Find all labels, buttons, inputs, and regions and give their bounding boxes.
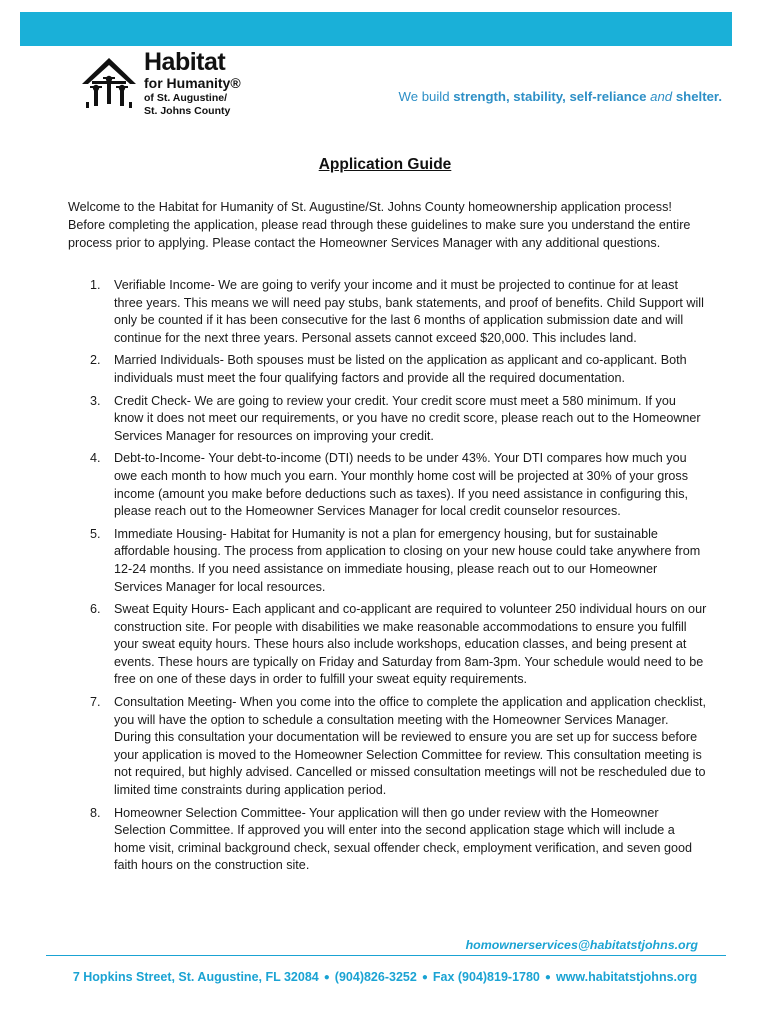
tagline-bold-values: strength, stability, self-reliance [453,89,647,104]
bullet-icon: ● [323,972,330,983]
footer-website-link[interactable]: www.habitatstjohns.org [555,970,698,984]
logo-for-humanity: for Humanity® [144,75,241,91]
list-item-number: 1. [90,278,101,292]
tagline-shelter: shelter. [675,89,722,104]
list-item [68,526,708,596]
intro-paragraph: Welcome to the Habitat for Humanity of St. Augustine/St. Johns County homeownership application process! Before completing the application, please read through these guidelines to make sure you understand the entire process prior to applying. Please contact the Homeowner Services Manager with any additional questions. [68,200,691,250]
list-item-number: 8. [90,805,101,820]
list-item-number: 7. [90,695,101,710]
list-item [68,352,708,387]
bullet-icon: ● [421,972,428,983]
list-item [68,277,708,347]
habitat-logo [80,50,260,130]
list-item-text: Homeowner Selection Committee- Your application will then go under review with the Homeowner Selection Committee. If approved you will enter into the second application stage which will include a home visit, criminal background check, sexual offender check, employment verification, and seven good faith hours on the construction site. [114,805,692,873]
footer-fax: Fax (904)819-1780 [432,970,540,984]
list-item [68,450,708,520]
list-item-text: Consultation Meeting- When you come into the office to complete the application and application checklist, you will have the option to schedule a consultation meeting with the Homeowner Services Manager. During this consultation your documentation will be reviewed to ensure you are set up for success before your application is moved to the Homeowner Selection Committee for review. This consultation meeting is not required, but highly advised. Cancelled or missed consultation meetings will not be rescheduled due to limited time constraints during application period. [114,695,707,798]
habitat-house-people-icon [80,54,138,112]
list-item [68,393,708,446]
footer-email-link[interactable]: homownerservices@habitatstjohns.org [465,938,698,952]
list-item-number: 6. [90,602,101,617]
list-item-number: 4. [90,451,101,466]
list-item [68,805,708,875]
guideline-list [68,277,708,880]
footer-phone: (904)826-3252 [334,970,417,984]
page-title: Application Guide [318,156,452,173]
list-item-text: Credit Check- We are going to review your credit. Your credit score must meet a 580 minimum. If you know it does not meet our requirements, or you have no credit score, please reach out to the Homeowner Services Manager for resources on improving your credit. [114,393,701,443]
header-color-bar [20,12,732,46]
list-item [68,694,708,800]
tagline-and: and [650,89,673,104]
footer-contact-line [0,970,770,984]
list-item-text: Immediate Housing- Habitat for Humanity is not a plan for emergency housing, but for sustainable affordable housing. The process from application to closing on your new house could take anywhere from 12-24 months. If you need assistance on immediate housing, please reach out to our Homeowner Services Manager for local resources. [114,526,701,594]
list-item-number: 2. [90,353,101,368]
list-item-text: Sweat Equity Hours- Each applicant and co-applicant are required to volunteer 250 individual hours on our construction site. For people with disabilities we make reasonable accommodations to ensure you fulfill your sweat equity hours. These hours also include workshops, education classes, and being present at events. These hours are typically on Friday and Saturday from 8am-3pm. Your schedule would need to be free on one of these days in order to fulfill your sweat equity requirements. [114,602,707,687]
logo-affiliate-line1: of St. Augustine/ [144,92,228,104]
logo-affiliate-line2: St. Johns County [144,105,231,117]
footer-address: 7 Hopkins Street, St. Augustine, FL 32084 [72,970,319,984]
list-item-text: Married Individuals- Both spouses must be listed on the application as applicant and co-applicant. Both individuals must meet the four qualifying factors and provide all the required documentation. [114,353,687,385]
bullet-icon: ● [544,972,551,983]
tagline [398,89,722,104]
list-item-text: Debt-to-Income- Your debt-to-income (DTI) needs to be under 43%. Your DTI compares how much you owe each month to how much you earn. Your monthly home cost will be projected at 30% of your gross income (amount you make before deductions such as taxes). If you need assistance in configuring this, please reach out to the Homeowner Services Manager for local credit counselor resources. [114,451,689,519]
list-item-number: 5. [90,526,101,541]
footer-divider [46,955,726,956]
tagline-prefix: We build [398,89,454,104]
list-item-text: Verifiable Income- We are going to verify your income and it must be projected to continue for at least three years. This means we will need pay stubs, bank statements, and proof of benefits. Child Support will only be counted if it has been consecutive for the last 6 months of application submission date and will continue for the next three years. Personal assets cannot exceed $20,000. This includes land. [114,278,704,345]
logo-name: Habitat [144,48,226,76]
list-item [68,601,708,689]
list-item-number: 3. [90,393,101,408]
